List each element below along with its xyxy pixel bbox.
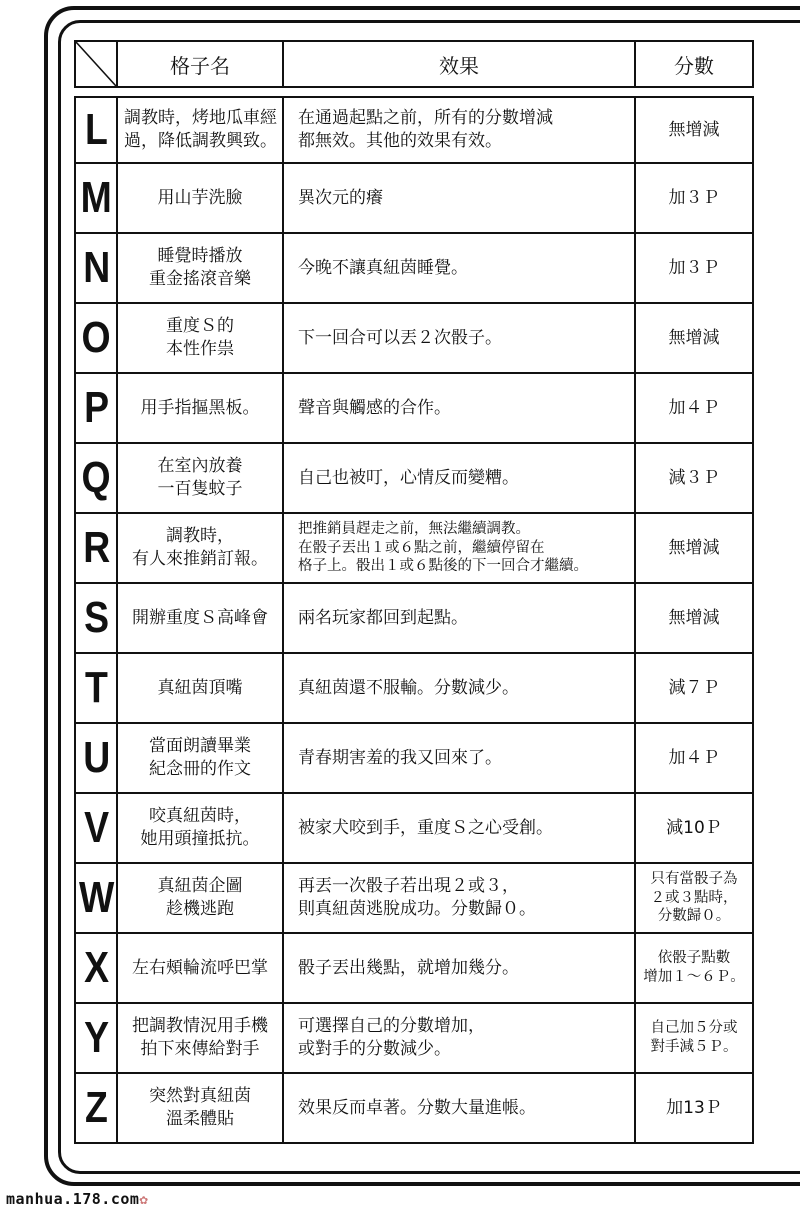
cell-letter [74,584,118,654]
square-letter: W [79,873,114,923]
table-header-row [74,40,754,88]
cell-score-line: 加４Ｐ [668,747,720,768]
table-row [74,514,754,584]
cell-score-line: 減３Ｐ [668,467,720,488]
cell-name-line: 一百隻蚊子 [157,479,243,499]
table-body [74,96,754,1144]
table-row [74,1074,754,1144]
square-letter: X [83,943,109,993]
cell-name [118,654,284,724]
cell-name-line: 溫柔體貼 [166,1109,234,1129]
cell-score-line: 分數歸０。 [657,908,731,925]
cell-score [636,724,754,794]
cell-score [636,96,754,164]
cell-effect [284,374,636,444]
table-row [74,724,754,794]
table-row [74,304,754,374]
cell-effect-line: 可選擇自己的分數增加， [298,1016,485,1037]
square-letter: N [82,243,110,293]
cell-effect [284,1004,636,1074]
table-row [74,96,754,164]
cell-score [636,514,754,584]
square-letter: M [80,173,112,223]
cell-score [636,304,754,374]
cell-name-line: 拍下來傳給對手 [140,1039,260,1059]
cell-effect-line: 把推銷員趕走之前，無法繼續調教。 [298,520,530,537]
cell-effect-line: 異次元的癢 [298,187,383,208]
cell-name-line: 睡覺時播放 [157,246,243,267]
cell-score-line: ２或３點時， [650,889,738,906]
square-letter: Q [81,453,111,503]
cell-effect [284,1074,636,1144]
watermark-text: manhua.178.com [6,1190,140,1208]
cell-effect [284,654,636,724]
cell-score [636,444,754,514]
square-letter: U [82,733,110,783]
cell-name-line: 她用頭撞抵抗。 [140,829,260,849]
table-row [74,654,754,724]
cell-effect-line: 再丟一次骰子若出現２或３， [298,876,519,897]
cell-effect [284,584,636,654]
cell-name-line: 開辦重度Ｓ高峰會 [132,607,268,628]
cell-name [118,374,284,444]
cell-name-line: 突然對真紐茵 [149,1086,251,1107]
cell-effect [284,96,636,164]
square-letter: T [84,663,107,713]
effects-table-container [74,40,754,1144]
cell-effect [284,934,636,1004]
square-letter: L [84,105,107,155]
cell-effect-line: 下一回合可以丟２次骰子。 [298,327,502,348]
cell-name-line: 調教時，烤地瓜車經 [124,108,277,129]
cell-name-line: 調教時， [166,526,234,547]
cell-name [118,234,284,304]
cell-name-line: 過，降低調教興致。 [124,131,277,151]
cell-score [636,794,754,864]
cell-score-line: 對手減５Ｐ。 [650,1039,738,1055]
table-row [74,1004,754,1074]
cell-letter [74,444,118,514]
cell-name-line: 本性作祟 [166,339,234,359]
cell-score [636,234,754,304]
table-row [74,794,754,864]
cell-name-line: 用手指摳黑板。 [140,397,260,418]
cell-effect [284,164,636,234]
cell-score [636,654,754,724]
cell-name-line: 真紐茵企圖 [157,876,243,897]
cell-name-line: 趁機逃跑 [166,899,234,919]
square-letter: Y [83,1013,109,1063]
cell-letter [74,1004,118,1074]
table-row [74,444,754,514]
cell-name-line: 把調教情況用手機 [132,1016,268,1037]
cell-effect-line: 被家犬咬到手，重度Ｓ之心受創。 [298,817,553,838]
cell-name-line: 真紐茵頂嘴 [157,677,243,698]
cell-effect-line: 聲音與觸感的合作。 [298,397,451,418]
cell-effect-line: 真紐茵還不服輸。分數減少。 [298,677,519,698]
cell-score-line: 依骰子點數 [657,950,731,967]
cell-score-line: 加３Ｐ [668,257,720,278]
header-name: 格子名 [118,40,284,88]
cell-effect-line: 在骰子丟出１或６點之前，繼續停留在 [298,539,545,556]
cell-score-line: 減10Ｐ [666,817,722,838]
cell-effect [284,864,636,934]
cell-name [118,1074,284,1144]
cell-name [118,864,284,934]
square-letter: O [81,313,111,363]
cell-score-line: 無增減 [668,607,720,628]
cell-name-line: 當面朗讀畢業 [149,736,251,757]
cell-score-line: 減７Ｐ [668,677,720,698]
cell-effect-line: 骰子丟出幾點，就增加幾分。 [298,957,519,978]
table-row [74,164,754,234]
cell-name [118,794,284,864]
header-corner-cell [74,40,118,88]
cell-name [118,304,284,374]
cell-effect [284,304,636,374]
cell-effect [284,794,636,864]
cell-name [118,584,284,654]
cell-score-line: 只有當骰子為 [650,870,738,887]
cell-score [636,1004,754,1074]
cell-score [636,934,754,1004]
table-row [74,234,754,304]
cell-name-line: 有人來推銷訂報。 [132,549,268,569]
cell-effect-line: 都無效。其他的效果有效。 [298,131,502,151]
cell-effect-line: 青春期害羞的我又回來了。 [298,747,502,768]
square-letter: R [82,523,110,573]
cell-effect-line: 效果反而卓著。分數大量進帳。 [298,1097,536,1118]
cell-score [636,584,754,654]
cell-name [118,444,284,514]
cell-name-line: 重金搖滾音樂 [149,269,251,289]
square-letter: P [83,383,109,433]
effects-table [74,40,754,1144]
cell-effect [284,234,636,304]
cell-effect-line: 或對手的分數減少。 [298,1039,451,1059]
watermark [6,1190,148,1208]
cell-letter [74,514,118,584]
cell-name [118,1004,284,1074]
diagonal-line [76,42,116,86]
table-row [74,374,754,444]
header-effect: 效果 [284,40,636,88]
cell-effect-line: 今晚不讓真紐茵睡覺。 [298,257,468,278]
table-row [74,864,754,934]
cell-letter [74,96,118,164]
cell-letter [74,374,118,444]
table-row [74,934,754,1004]
cell-score-line: 無增減 [668,537,720,558]
cell-letter [74,724,118,794]
cell-score [636,374,754,444]
cell-score [636,864,754,934]
flower-icon: ✿ [139,1192,149,1208]
cell-score-line: 無增減 [668,327,720,348]
cell-letter [74,794,118,864]
cell-letter [74,654,118,724]
cell-effect-line: 兩名玩家都回到起點。 [298,607,468,628]
square-letter: V [83,803,109,853]
cell-score-line: 加13Ｐ [666,1097,722,1118]
cell-name [118,934,284,1004]
cell-name-line: 重度Ｓ的 [166,316,234,337]
header-score: 分數 [636,40,754,88]
cell-name-line: 左右頰輪流呼巴掌 [132,957,268,978]
square-letter: S [83,593,109,643]
cell-letter [74,304,118,374]
cell-name-line: 在室內放養 [157,456,243,477]
cell-effect [284,514,636,584]
cell-letter [74,234,118,304]
cell-name-line: 紀念冊的作文 [149,759,251,779]
cell-effect-line: 自己也被叮，心情反而變糟。 [298,467,519,488]
cell-score-line: 加４Ｐ [668,397,720,418]
cell-score [636,164,754,234]
cell-score-line: 無增減 [668,119,720,140]
cell-score [636,1074,754,1144]
cell-letter [74,864,118,934]
cell-effect-line: 格子上。骰出１或６點後的下一回合才繼續。 [298,558,588,575]
cell-letter [74,1074,118,1144]
cell-effect-line: 則真紐茵逃脫成功。分數歸０。 [298,899,536,919]
cell-name-line: 咬真紐茵時， [149,806,251,827]
cell-effect [284,724,636,794]
cell-name [118,164,284,234]
cell-name [118,96,284,164]
cell-name [118,724,284,794]
cell-score-line: 增加１～６Ｐ。 [643,969,745,985]
cell-letter [74,934,118,1004]
cell-name [118,514,284,584]
cell-name-line: 用山芋洗臉 [157,187,243,208]
cell-score-line: 加３Ｐ [668,187,720,208]
cell-score-line: 自己加５分或 [650,1020,738,1037]
cell-effect [284,444,636,514]
square-letter: Z [84,1083,107,1133]
cell-effect-line: 在通過起點之前，所有的分數增減 [298,108,553,129]
table-row [74,584,754,654]
cell-letter [74,164,118,234]
